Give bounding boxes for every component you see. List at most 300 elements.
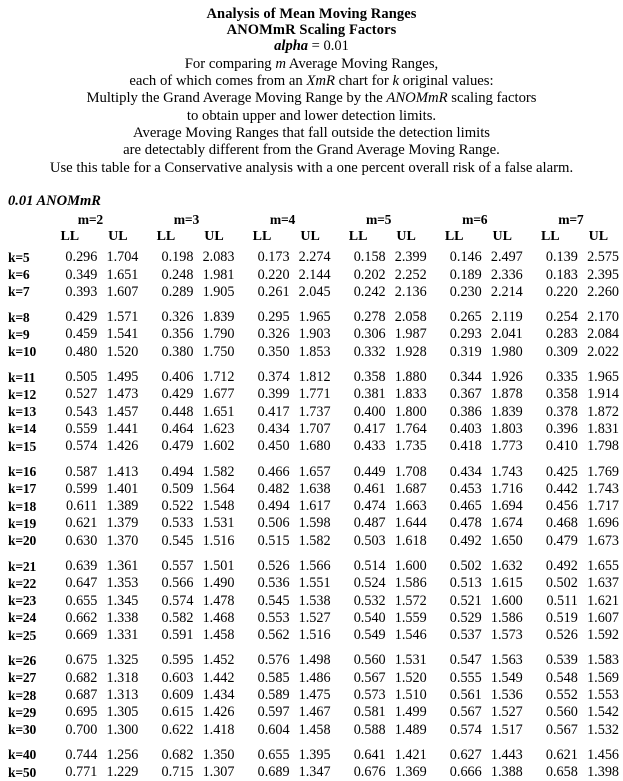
cell-k17-m4-ul: 1.638 [298, 480, 331, 497]
intro-line-2 [4, 73, 619, 90]
cell-k18-m6-ul: 1.694 [490, 498, 523, 515]
cell-k28-m5-ul: 1.510 [394, 687, 427, 704]
cell-k24-m2-ll: 0.662 [65, 609, 98, 626]
cell-k23-m6-ul: 1.600 [490, 592, 523, 609]
cell-k5-m6-ul: 2.497 [490, 249, 523, 266]
cell-k13-m7-ll: 0.378 [545, 403, 578, 420]
cell-k19-m7-ul: 1.696 [587, 515, 619, 532]
scaling-factor-table [8, 212, 619, 781]
cell-k21-m4-ul: 1.566 [298, 558, 331, 574]
cell-k10-m2-ll: 0.480 [65, 343, 98, 360]
cell-k24-m5-ul: 1.559 [394, 609, 427, 626]
cell-k28-m4-ul: 1.475 [298, 687, 331, 704]
sub-header-ll-m5: LL [348, 229, 368, 245]
cell-k5-m4-ul: 2.274 [298, 249, 331, 266]
cell-k25-m3-ll: 0.591 [161, 627, 194, 644]
cell-k23-m5-ll: 0.532 [353, 592, 386, 609]
sub-header-ll-m4: LL [252, 229, 272, 245]
cell-k9-m4-ul: 1.903 [298, 326, 331, 343]
cell-k6-m4-ll: 0.220 [257, 266, 290, 283]
cell-k18-m7-ll: 0.456 [545, 498, 578, 515]
row-label-k22: k=22 [8, 575, 37, 591]
cell-k18-m5-ul: 1.663 [394, 498, 427, 515]
cell-k7-m3-ll: 0.289 [161, 283, 194, 300]
cell-k8-m5-ll: 0.278 [353, 309, 386, 326]
cell-k8-m5-ul: 2.058 [394, 309, 427, 326]
sub-header-ul-m2: UL [108, 229, 128, 245]
cell-k18-m3-ll: 0.522 [161, 498, 194, 515]
cell-k5-m3-ll: 0.198 [161, 249, 194, 266]
document-title-block [4, 6, 619, 55]
cell-k10-m6-ll: 0.319 [449, 343, 482, 360]
cell-k16-m4-ll: 0.466 [257, 463, 290, 480]
cell-k6-m7-ll: 0.183 [545, 266, 578, 283]
cell-k10-m2-ul: 1.520 [106, 343, 139, 360]
cell-k9-m6-ll: 0.293 [449, 326, 482, 343]
cell-k16-m3-ll: 0.494 [161, 463, 194, 480]
cell-k28-m7-ll: 0.552 [545, 687, 578, 704]
cell-k6-m6-ul: 2.336 [490, 266, 523, 283]
cell-k22-m4-ll: 0.536 [257, 575, 290, 592]
cell-k23-m7-ul: 1.621 [587, 592, 619, 609]
cell-k20-m6-ul: 1.650 [490, 532, 523, 549]
cell-k21-m5-ll: 0.514 [353, 558, 386, 574]
table-row [8, 575, 619, 592]
cell-k50-m7-ul: 1.398 [587, 764, 619, 781]
cell-k6-m3-ll: 0.248 [161, 266, 194, 283]
cell-k26-m7-ul: 1.583 [587, 652, 619, 669]
table-body [8, 249, 619, 781]
cell-k29-m4-ul: 1.467 [298, 704, 331, 721]
cell-k16-m4-ul: 1.657 [298, 463, 331, 480]
cell-k17-m6-ll: 0.453 [449, 480, 482, 497]
intro-text: Average Moving Ranges, [285, 55, 439, 72]
cell-k15-m7-ul: 1.798 [587, 438, 619, 455]
cell-k18-m4-ll: 0.494 [257, 498, 290, 515]
cell-k9-m2-ll: 0.459 [65, 326, 98, 343]
cell-k11-m6-ll: 0.344 [449, 369, 482, 386]
cell-k13-m3-ll: 0.448 [161, 403, 194, 420]
cell-k20-m2-ll: 0.630 [65, 532, 98, 549]
cell-k8-m3-ul: 1.839 [202, 309, 235, 326]
cell-k29-m7-ul: 1.542 [587, 704, 619, 721]
row-label-k13: k=13 [8, 404, 37, 420]
cell-k30-m6-ll: 0.574 [449, 721, 482, 738]
cell-k40-m7-ul: 1.456 [587, 746, 619, 763]
cell-k27-m2-ul: 1.318 [106, 669, 139, 686]
cell-k50-m4-ul: 1.347 [298, 764, 331, 781]
row-label-k15: k=15 [8, 438, 37, 454]
row-label-k17: k=17 [8, 481, 37, 497]
alpha-symbol: alpha [274, 38, 309, 55]
cell-k10-m5-ll: 0.332 [353, 343, 386, 360]
table-row [8, 652, 619, 669]
cell-k28-m3-ll: 0.609 [161, 687, 194, 704]
table-row [8, 369, 619, 386]
table-corner-cell [8, 212, 42, 229]
intro-text: each of which comes from an [129, 73, 307, 90]
cell-k10-m3-ll: 0.380 [161, 343, 194, 360]
row-group-spacer [8, 301, 619, 309]
cell-k29-m5-ul: 1.499 [394, 704, 427, 721]
cell-k40-m2-ll: 0.744 [65, 746, 98, 763]
cell-k29-m2-ll: 0.695 [65, 704, 98, 721]
cell-k22-m5-ll: 0.524 [353, 575, 386, 592]
cell-k10-m4-ll: 0.350 [257, 343, 290, 360]
cell-k12-m7-ul: 1.914 [587, 386, 619, 403]
cell-k8-m3-ll: 0.326 [161, 309, 194, 326]
cell-k19-m5-ul: 1.644 [394, 515, 427, 532]
cell-k13-m4-ul: 1.737 [298, 403, 331, 420]
cell-k30-m7-ll: 0.567 [545, 721, 578, 738]
cell-k50-m7-ll: 0.658 [545, 764, 578, 781]
cell-k12-m2-ll: 0.527 [65, 386, 98, 403]
cell-k7-m4-ll: 0.261 [257, 283, 290, 300]
cell-k30-m4-ul: 1.458 [298, 721, 331, 738]
sub-header-ul-m3: UL [204, 229, 224, 245]
cell-k5-m5-ul: 2.399 [394, 249, 427, 266]
intro-line-3 [4, 90, 619, 107]
cell-k26-m2-ll: 0.675 [65, 652, 98, 669]
cell-k19-m2-ul: 1.379 [106, 515, 139, 532]
cell-k9-m5-ul: 1.987 [394, 326, 427, 343]
cell-k8-m4-ul: 1.965 [298, 309, 331, 326]
cell-k23-m2-ul: 1.345 [106, 592, 139, 609]
cell-k8-m2-ll: 0.429 [65, 309, 98, 326]
table-row [8, 326, 619, 343]
cell-k11-m3-ll: 0.406 [161, 369, 194, 386]
row-label-k26: k=26 [8, 652, 37, 668]
cell-k50-m5-ul: 1.369 [394, 764, 427, 781]
column-group-header-m7: m=7 [558, 212, 584, 228]
cell-k5-m2-ul: 1.704 [106, 249, 139, 266]
sub-header-ul-m4: UL [300, 229, 320, 245]
cell-k27-m6-ll: 0.555 [449, 669, 482, 686]
column-group-header-m3: m=3 [173, 212, 200, 228]
cell-k30-m5-ll: 0.588 [353, 721, 386, 738]
cell-k23-m4-ll: 0.545 [257, 592, 290, 609]
table-row [8, 421, 619, 438]
cell-k26-m5-ll: 0.560 [353, 652, 386, 669]
table-row [8, 386, 619, 403]
cell-k24-m4-ll: 0.553 [257, 609, 290, 626]
cell-k17-m5-ul: 1.687 [394, 480, 427, 497]
cell-k15-m5-ll: 0.433 [353, 438, 386, 455]
cell-k14-m6-ul: 1.803 [490, 420, 523, 437]
spacer-cell [8, 739, 619, 747]
cell-k50-m6-ul: 1.388 [490, 764, 523, 781]
cell-k19-m2-ll: 0.621 [65, 515, 98, 532]
cell-k17-m3-ll: 0.509 [161, 480, 194, 497]
cell-k12-m3-ll: 0.429 [161, 386, 194, 403]
sub-header-ll-m7: LL [540, 229, 560, 245]
cell-k25-m6-ul: 1.573 [490, 627, 523, 644]
row-label-k29: k=29 [8, 704, 37, 720]
cell-k14-m7-ll: 0.396 [545, 420, 578, 437]
cell-k14-m3-ll: 0.464 [161, 420, 194, 437]
cell-k29-m7-ll: 0.560 [545, 704, 578, 721]
cell-k50-m2-ll: 0.771 [65, 764, 98, 781]
cell-k20-m6-ll: 0.492 [449, 532, 482, 549]
column-group-header-m6: m=6 [462, 212, 488, 228]
row-label-k18: k=18 [8, 498, 37, 514]
cell-k15-m3-ll: 0.479 [161, 438, 194, 455]
symbol-m: m [275, 55, 286, 72]
cell-k10-m7-ul: 2.022 [587, 343, 619, 360]
cell-k5-m3-ul: 2.083 [202, 249, 235, 266]
cell-k16-m2-ul: 1.413 [106, 463, 139, 480]
intro-text: original values: [398, 73, 494, 90]
cell-k16-m6-ul: 1.743 [490, 463, 523, 480]
cell-k7-m3-ul: 1.905 [202, 283, 235, 300]
cell-k16-m6-ll: 0.434 [449, 463, 482, 480]
sub-header-ul-m5: UL [396, 229, 416, 245]
table-row [8, 747, 619, 764]
cell-k5-m7-ul: 2.575 [587, 249, 619, 266]
cell-k26-m3-ul: 1.452 [202, 652, 235, 669]
cell-k24-m3-ul: 1.468 [202, 609, 235, 626]
cell-k22-m7-ul: 1.637 [587, 575, 619, 592]
cell-k9-m6-ul: 2.041 [490, 326, 523, 343]
cell-k28-m5-ll: 0.573 [353, 687, 386, 704]
cell-k40-m4-ul: 1.395 [298, 746, 331, 763]
cell-k20-m7-ll: 0.479 [545, 532, 578, 549]
cell-k21-m6-ll: 0.502 [449, 558, 482, 574]
symbol-anommr: ANOMmR [386, 90, 448, 107]
cell-k22-m7-ll: 0.502 [545, 575, 578, 592]
spacer-cell [8, 550, 619, 558]
cell-k12-m6-ul: 1.878 [490, 386, 523, 403]
spacer-cell [8, 455, 619, 463]
cell-k9-m7-ul: 2.084 [587, 326, 619, 343]
cell-k22-m2-ll: 0.647 [65, 575, 98, 592]
cell-k50-m4-ll: 0.689 [257, 764, 290, 781]
cell-k16-m7-ll: 0.425 [545, 463, 578, 480]
row-group-spacer [8, 455, 619, 463]
cell-k40-m2-ul: 1.256 [106, 746, 139, 763]
cell-k17-m7-ll: 0.442 [545, 480, 578, 497]
table-row [8, 704, 619, 721]
table-row [8, 610, 619, 627]
intro-line-5: Average Moving Ranges that fall outside the detection limits [132, 125, 491, 142]
row-label-k23: k=23 [8, 593, 37, 609]
cell-k50-m2-ul: 1.229 [106, 764, 139, 781]
cell-k19-m4-ul: 1.598 [298, 515, 331, 532]
cell-k30-m7-ul: 1.532 [587, 721, 619, 738]
cell-k23-m6-ll: 0.521 [449, 592, 482, 609]
cell-k24-m7-ul: 1.607 [587, 609, 619, 626]
cell-k20-m5-ul: 1.618 [394, 532, 427, 549]
cell-k27-m4-ul: 1.486 [298, 669, 331, 686]
table-row [8, 481, 619, 498]
table-row [8, 438, 619, 455]
cell-k24-m3-ll: 0.582 [161, 609, 194, 626]
row-label-k7: k=7 [8, 284, 30, 300]
cell-k40-m3-ul: 1.350 [202, 746, 235, 763]
sub-header-ul-m7: UL [588, 229, 609, 245]
cell-k19-m6-ul: 1.674 [490, 515, 523, 532]
cell-k12-m5-ul: 1.833 [394, 386, 427, 403]
cell-k27-m5-ll: 0.567 [353, 669, 386, 686]
row-label-k8: k=8 [8, 309, 30, 325]
intro-line-6: are detectably different from the Grand Average Moving Range. [123, 142, 500, 159]
cell-k30-m4-ll: 0.604 [257, 721, 290, 738]
cell-k30-m6-ul: 1.517 [490, 721, 523, 738]
cell-k8-m7-ul: 2.170 [587, 309, 619, 326]
cell-k12-m3-ul: 1.677 [202, 386, 235, 403]
symbol-k: k [392, 73, 399, 90]
cell-k7-m7-ll: 0.220 [545, 283, 578, 300]
cell-k17-m4-ll: 0.482 [257, 480, 290, 497]
cell-k28-m7-ul: 1.553 [587, 687, 619, 704]
cell-k25-m5-ul: 1.546 [394, 627, 427, 644]
cell-k27-m2-ll: 0.682 [65, 669, 98, 686]
cell-k16-m7-ul: 1.769 [587, 463, 619, 480]
cell-k15-m7-ll: 0.410 [545, 438, 578, 455]
cell-k14-m4-ul: 1.707 [298, 420, 331, 437]
cell-k26-m4-ul: 1.498 [298, 652, 331, 669]
sub-header-ul-m6: UL [492, 229, 512, 245]
cell-k23-m2-ll: 0.655 [65, 592, 98, 609]
cell-k17-m7-ul: 1.743 [587, 480, 619, 497]
cell-k26-m3-ll: 0.595 [161, 652, 194, 669]
cell-k18-m2-ll: 0.611 [65, 498, 98, 515]
spacer-cell [8, 301, 619, 309]
cell-k11-m7-ll: 0.335 [545, 369, 578, 386]
cell-k30-m3-ul: 1.418 [202, 721, 235, 738]
cell-k25-m3-ul: 1.458 [202, 627, 235, 644]
cell-k28-m3-ul: 1.434 [202, 687, 235, 704]
intro-text: For comparing [184, 55, 276, 72]
cell-k27-m3-ll: 0.603 [161, 669, 194, 686]
cell-k17-m6-ul: 1.716 [490, 480, 523, 497]
cell-k13-m5-ll: 0.400 [353, 403, 386, 420]
cell-k5-m6-ll: 0.146 [449, 249, 482, 266]
cell-k29-m3-ul: 1.426 [202, 704, 235, 721]
row-label-k10: k=10 [8, 344, 37, 360]
cell-k13-m2-ul: 1.457 [106, 403, 139, 420]
cell-k9-m4-ll: 0.326 [257, 326, 290, 343]
alpha-line [4, 38, 619, 54]
cell-k15-m2-ll: 0.574 [65, 438, 98, 455]
cell-k40-m4-ll: 0.655 [257, 746, 290, 763]
cell-k11-m7-ul: 1.965 [587, 369, 619, 386]
cell-k30-m2-ul: 1.300 [106, 721, 139, 738]
cell-k20-m4-ll: 0.515 [257, 532, 290, 549]
cell-k27-m7-ul: 1.569 [587, 669, 619, 686]
row-label-k16: k=16 [8, 464, 37, 480]
cell-k13-m6-ll: 0.386 [449, 403, 482, 420]
cell-k25-m4-ul: 1.516 [298, 627, 331, 644]
cell-k7-m5-ll: 0.242 [353, 283, 386, 300]
cell-k7-m2-ll: 0.393 [65, 283, 98, 300]
table-row [8, 344, 619, 361]
cell-k9-m5-ll: 0.306 [353, 326, 386, 343]
cell-k25-m4-ll: 0.562 [257, 627, 290, 644]
row-group-spacer [8, 739, 619, 747]
cell-k7-m4-ul: 2.045 [298, 283, 331, 300]
cell-k26-m4-ll: 0.576 [257, 652, 290, 669]
row-label-k11: k=11 [8, 369, 36, 385]
cell-k40-m7-ll: 0.621 [545, 746, 578, 763]
table-corner-cell-2 [8, 229, 42, 249]
sub-header-row [8, 229, 619, 249]
cell-k6-m5-ul: 2.252 [394, 266, 427, 283]
cell-k25-m7-ll: 0.526 [545, 627, 578, 644]
cell-k10-m5-ul: 1.928 [394, 343, 427, 360]
cell-k12-m4-ll: 0.399 [257, 386, 290, 403]
cell-k27-m7-ll: 0.548 [545, 669, 578, 686]
table-row [8, 309, 619, 326]
cell-k40-m3-ll: 0.682 [161, 746, 194, 763]
cell-k10-m7-ll: 0.309 [545, 343, 578, 360]
cell-k13-m4-ll: 0.417 [257, 403, 290, 420]
cell-k25-m7-ul: 1.592 [587, 627, 619, 644]
cell-k9-m2-ul: 1.541 [106, 326, 139, 343]
cell-k15-m3-ul: 1.602 [202, 438, 235, 455]
cell-k14-m3-ul: 1.623 [202, 420, 235, 437]
cell-k8-m6-ll: 0.265 [449, 309, 482, 326]
cell-k28-m2-ll: 0.687 [65, 687, 98, 704]
column-group-header-m2: m=2 [77, 212, 103, 228]
page-subtitle: ANOMmR Scaling Factors [226, 22, 397, 39]
table-row [8, 266, 619, 283]
cell-k11-m6-ul: 1.926 [490, 369, 523, 386]
cell-k5-m5-ll: 0.158 [353, 249, 386, 266]
cell-k40-m5-ll: 0.641 [353, 746, 386, 763]
cell-k7-m7-ul: 2.260 [587, 283, 619, 300]
cell-k12-m4-ul: 1.771 [298, 386, 331, 403]
cell-k16-m3-ul: 1.582 [202, 463, 235, 480]
table-row [8, 764, 619, 781]
cell-k17-m5-ll: 0.461 [353, 480, 386, 497]
cell-k11-m5-ll: 0.358 [353, 369, 386, 386]
cell-k16-m5-ul: 1.708 [394, 463, 427, 480]
row-label-k27: k=27 [8, 670, 37, 686]
cell-k29-m6-ll: 0.567 [449, 704, 482, 721]
sub-header-ll-m3: LL [156, 229, 176, 245]
intro-block [4, 56, 619, 177]
cell-k29-m5-ll: 0.581 [353, 704, 386, 721]
table-row [8, 284, 619, 301]
cell-k11-m2-ll: 0.505 [65, 369, 98, 386]
cell-k8-m4-ll: 0.295 [257, 309, 290, 326]
table-row [8, 533, 619, 550]
row-label-k24: k=24 [8, 610, 37, 626]
table-label: 0.01 ANOMmR [8, 193, 101, 210]
intro-line-7: Use this table for a Conservative analysis with a one percent overall risk of a false alarm. [49, 159, 574, 176]
cell-k11-m4-ll: 0.374 [257, 369, 290, 386]
cell-k22-m5-ul: 1.586 [394, 575, 427, 592]
cell-k15-m4-ul: 1.680 [298, 438, 331, 455]
cell-k28-m6-ul: 1.536 [490, 687, 523, 704]
table-row [8, 722, 619, 739]
row-label-k12: k=12 [8, 386, 37, 402]
cell-k14-m2-ul: 1.441 [106, 420, 139, 437]
cell-k15-m6-ll: 0.418 [449, 438, 482, 455]
cell-k12-m6-ll: 0.367 [449, 386, 482, 403]
row-label-k28: k=28 [8, 687, 37, 703]
cell-k8-m6-ul: 2.119 [491, 309, 523, 326]
cell-k5-m7-ll: 0.139 [545, 249, 578, 266]
cell-k14-m7-ul: 1.831 [587, 420, 619, 437]
cell-k6-m5-ll: 0.202 [353, 266, 386, 283]
cell-k20-m3-ul: 1.516 [202, 532, 235, 549]
cell-k21-m2-ul: 1.361 [106, 558, 139, 574]
cell-k11-m2-ul: 1.495 [106, 369, 139, 386]
cell-k21-m7-ll: 0.492 [545, 558, 578, 574]
cell-k50-m3-ll: 0.715 [161, 764, 194, 781]
